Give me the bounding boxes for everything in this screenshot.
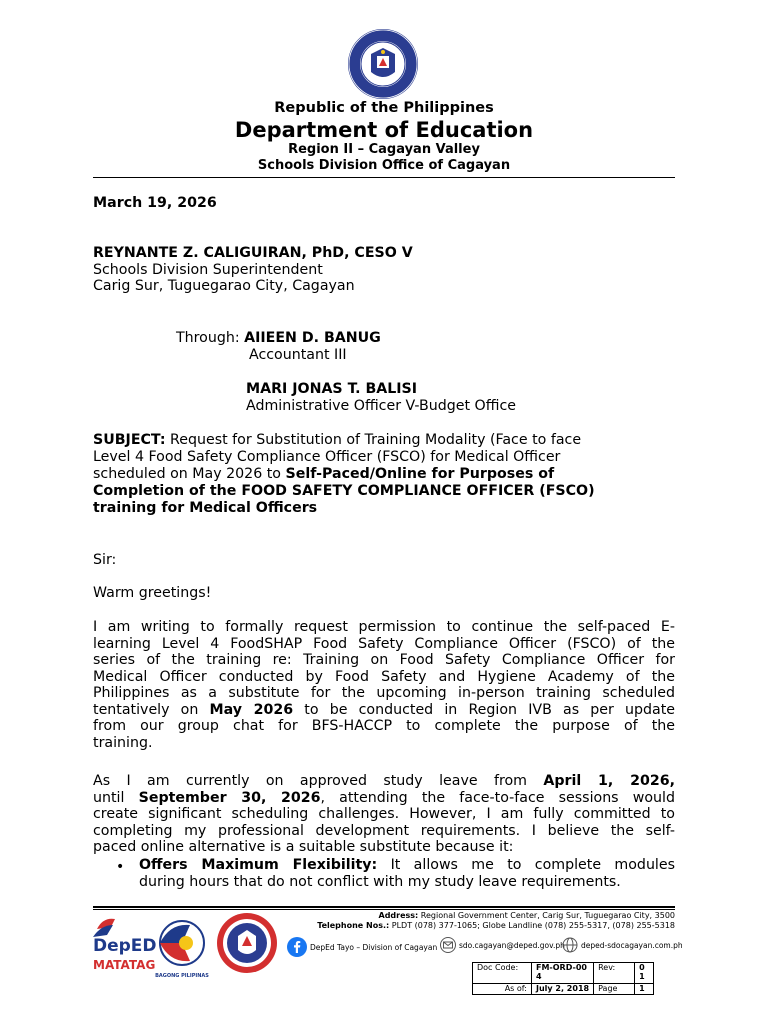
- subject-line-5: training for Medical Officers: [93, 500, 318, 516]
- subject-line-4: Completion of the FOOD SAFETY COMPLIANCE OFFICER (FSCO): [93, 483, 595, 499]
- region-line: Region II – Cagayan Valley: [288, 142, 480, 157]
- paragraph-1: I am writing to formally request permission to continue the self-paced E- learning Level 4 FoodSHAP Food Safety Compliance Officer (FSCO) of the series of the training re: Training on Food Safety Compliance Officer for Medical Officer conducted by Food Safety and Hygiene Academy of the Philippines as a substitute for the upcoming in-person training scheduled tentatively on May 2026 to be conducted in Region IVB as per update from our group chat for BFS-HACCP to complete the purpose of the training.: [93, 619, 675, 751]
- bullet-item-1: Offers Maximum Flexibility: It allows me to complete modules during hours that do not conflict with my study leave requirements.: [139, 857, 675, 890]
- deped-seal-icon: [347, 28, 419, 100]
- letter-date: March 19, 2026: [93, 195, 217, 211]
- footer-divider: [93, 906, 675, 908]
- subject-line-3: scheduled on May 2026 to Self-Paced/Online for Purposes of: [93, 466, 555, 482]
- footer-website[interactable]: deped-sdocagayan.com.ph: [562, 937, 683, 953]
- through1-name: AIIEEN D. BANUG: [244, 330, 381, 346]
- division-line: Schools Division Office of Cagayan: [257, 158, 511, 173]
- republic-line: Republic of the Philippines: [274, 100, 494, 116]
- footer-facebook[interactable]: DepEd Tayo – Division of Cagayan: [287, 937, 437, 957]
- deped-logo-text: DepED: [93, 936, 157, 956]
- subject-label: SUBJECT:: [93, 432, 166, 448]
- through2-title: Administrative Officer V-Budget Office: [246, 398, 516, 414]
- recipient-address: Carig Sur, Tuguegarao City, Cagayan: [93, 278, 355, 294]
- bullet-icon: •: [116, 859, 125, 875]
- header-divider: [93, 177, 675, 178]
- subject-line-2: Level 4 Food Safety Compliance Officer (FSCO) for Medical Officer: [93, 449, 561, 465]
- footer-contact: Address: Regional Government Center, Carig Sur, Tuguegarao City, 3500 Telephone Nos.: PLDT (078) 377-1065; Globe Landline (078) 255-5317, (078) 255-5318: [317, 911, 675, 930]
- footer-email[interactable]: sdo.cagayan@deped.gov.ph: [440, 937, 565, 953]
- bagong-pilipinas-text: BAGONG PILIPINAS: [155, 973, 209, 979]
- matatag-text: MATATAG: [93, 958, 156, 972]
- footer-divider-thin: [93, 909, 675, 910]
- salutation: Sir:: [93, 552, 117, 568]
- division-seal-icon: [216, 912, 278, 974]
- bagong-pilipinas-logo-icon: [150, 915, 214, 987]
- through-label: Through:: [176, 330, 245, 346]
- recipient-title: Schools Division Superintendent: [93, 262, 323, 278]
- email-icon: [440, 937, 456, 953]
- greeting: Warm greetings!: [93, 585, 212, 601]
- through-line: [176, 330, 381, 347]
- paragraph-2: As I am currently on approved study leave from April 1, 2026, until September 30, 2026, attending the face-to-face sessions would create significant scheduling challenges. However, I am fully committed to completing my professional development requirements. I believe the self- paced online alternative is a suitable substitute because it:: [93, 773, 676, 855]
- subject-line-1: SUBJECT: Request for Substitution of Training Modality (Face to face: [93, 432, 582, 448]
- department-title: Department of Education: [234, 118, 534, 142]
- through1-title: Accountant III: [249, 347, 347, 363]
- facebook-icon: [287, 937, 307, 957]
- through2-name: MARI JONAS T. BALISI: [246, 381, 418, 397]
- globe-icon: [562, 937, 578, 953]
- recipient-name: REYNANTE Z. CALIGUIRAN, PhD, CESO V: [93, 245, 413, 261]
- document-control-table: Doc Code: FM-ORD-004 Rev: 01 As of: July 2, 2018 Page 1: [472, 962, 654, 995]
